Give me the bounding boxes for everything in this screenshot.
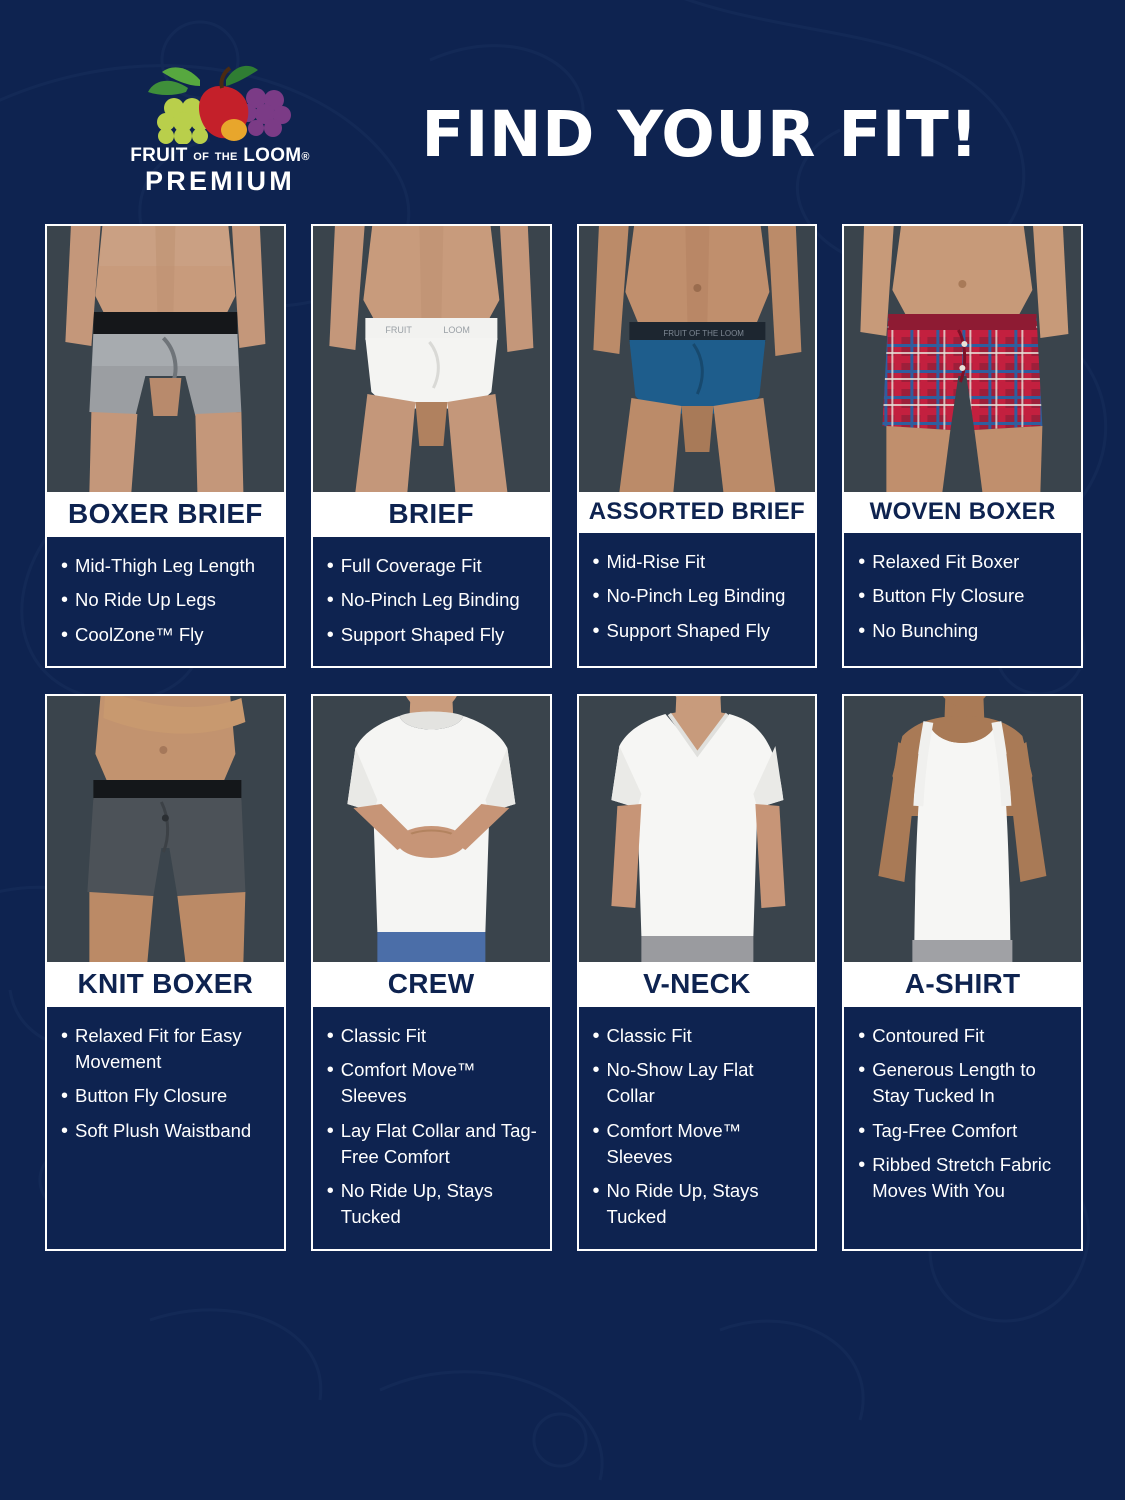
- feature-item: • Relaxed Fit for Easy Movement: [61, 1023, 272, 1076]
- feature-item: • No Ride Up Legs: [61, 587, 272, 613]
- product-card-v-neck: [577, 694, 818, 1251]
- svg-text:LOOM: LOOM: [443, 325, 470, 335]
- feature-item: • Generous Length to Stay Tucked In: [858, 1057, 1069, 1110]
- product-features-assorted-brief: [579, 533, 816, 666]
- feature-item: • Mid-Rise Fit: [593, 549, 804, 575]
- feature-item: • Support Shaped Fly: [593, 618, 804, 644]
- feature-item: • Relaxed Fit Boxer: [858, 549, 1069, 575]
- feature-item: • No Ride Up, Stays Tucked: [327, 1178, 538, 1231]
- product-card-knit-boxer: [45, 694, 286, 1251]
- feature-item: • Comfort Move™ Sleeves: [327, 1057, 538, 1110]
- product-title-boxer-brief: BOXER BRIEF: [47, 492, 284, 537]
- product-photo-woven-boxer: [844, 226, 1081, 492]
- product-features-v-neck: [579, 1007, 816, 1249]
- feature-item: • No-Pinch Leg Binding: [327, 587, 538, 613]
- feature-item: • Full Coverage Fit: [327, 553, 538, 579]
- fruit-cluster-icon: [130, 58, 310, 144]
- product-photo-assorted-brief: [579, 226, 816, 492]
- feature-item: • Soft Plush Waistband: [61, 1118, 272, 1144]
- product-features-crew: [313, 1007, 550, 1249]
- feature-item: • Lay Flat Collar and Tag-Free Comfort: [327, 1118, 538, 1171]
- product-title-v-neck: V-NECK: [579, 962, 816, 1007]
- brand-logo: [120, 58, 320, 197]
- feature-item: • No-Pinch Leg Binding: [593, 583, 804, 609]
- product-title-crew: CREW: [313, 962, 550, 1007]
- feature-item: • Ribbed Stretch Fabric Moves With You: [858, 1152, 1069, 1205]
- feature-item: • Mid-Thigh Leg Length: [61, 553, 272, 579]
- header: [0, 52, 1125, 207]
- product-title-brief: BRIEF: [313, 492, 550, 537]
- brand-word-of: OF: [193, 151, 210, 163]
- product-photo-brief: [313, 226, 550, 492]
- feature-item: • CoolZone™ Fly: [61, 622, 272, 648]
- product-title-a-shirt: A-SHIRT: [844, 962, 1081, 1007]
- product-title-knit-boxer: KNIT BOXER: [47, 962, 284, 1007]
- product-photo-boxer-brief: [47, 226, 284, 492]
- product-card-crew: [311, 694, 552, 1251]
- feature-item: • Comfort Move™ Sleeves: [593, 1118, 804, 1171]
- product-title-assorted-brief: ASSORTED BRIEF: [579, 492, 816, 533]
- product-card-boxer-brief: [45, 224, 286, 668]
- product-grid: [45, 224, 1083, 1251]
- feature-item: • Classic Fit: [593, 1023, 804, 1049]
- feature-item: • Support Shaped Fly: [327, 622, 538, 648]
- brand-word-loom: LOOM: [243, 145, 302, 166]
- product-card-assorted-brief: [577, 224, 818, 668]
- product-photo-knit-boxer: [47, 696, 284, 962]
- product-features-knit-boxer: [47, 1007, 284, 1249]
- product-card-a-shirt: [842, 694, 1083, 1251]
- feature-item: • No Ride Up, Stays Tucked: [593, 1178, 804, 1231]
- svg-text:FRUIT OF THE LOOM: FRUIT OF THE LOOM: [662, 329, 744, 338]
- brand-name-line2: PREMIUM: [145, 165, 295, 196]
- product-photo-a-shirt: [844, 696, 1081, 962]
- product-card-woven-boxer: [842, 224, 1083, 668]
- product-title-woven-boxer: WOVEN BOXER: [844, 492, 1081, 533]
- brand-word-fruit: FRUIT: [130, 145, 188, 166]
- brand-word-the: THE: [214, 151, 238, 163]
- feature-item: • No Bunching: [858, 618, 1069, 644]
- registered-mark: ®: [301, 151, 310, 163]
- feature-item: • No-Show Lay Flat Collar: [593, 1057, 804, 1110]
- brand-name-line1: [120, 146, 320, 166]
- product-photo-v-neck: [579, 696, 816, 962]
- product-features-brief: [313, 537, 550, 666]
- product-features-a-shirt: [844, 1007, 1081, 1249]
- feature-item: • Tag-Free Comfort: [858, 1118, 1069, 1144]
- product-photo-crew: [313, 696, 550, 962]
- feature-item: • Button Fly Closure: [61, 1083, 272, 1109]
- product-card-brief: [311, 224, 552, 668]
- feature-item: • Classic Fit: [327, 1023, 538, 1049]
- feature-item: • Contoured Fit: [858, 1023, 1069, 1049]
- page-title: FIND YOUR FIT!: [421, 98, 979, 171]
- feature-item: • Button Fly Closure: [858, 583, 1069, 609]
- product-features-boxer-brief: [47, 537, 284, 666]
- svg-text:FRUIT: FRUIT: [385, 325, 412, 335]
- product-features-woven-boxer: [844, 533, 1081, 666]
